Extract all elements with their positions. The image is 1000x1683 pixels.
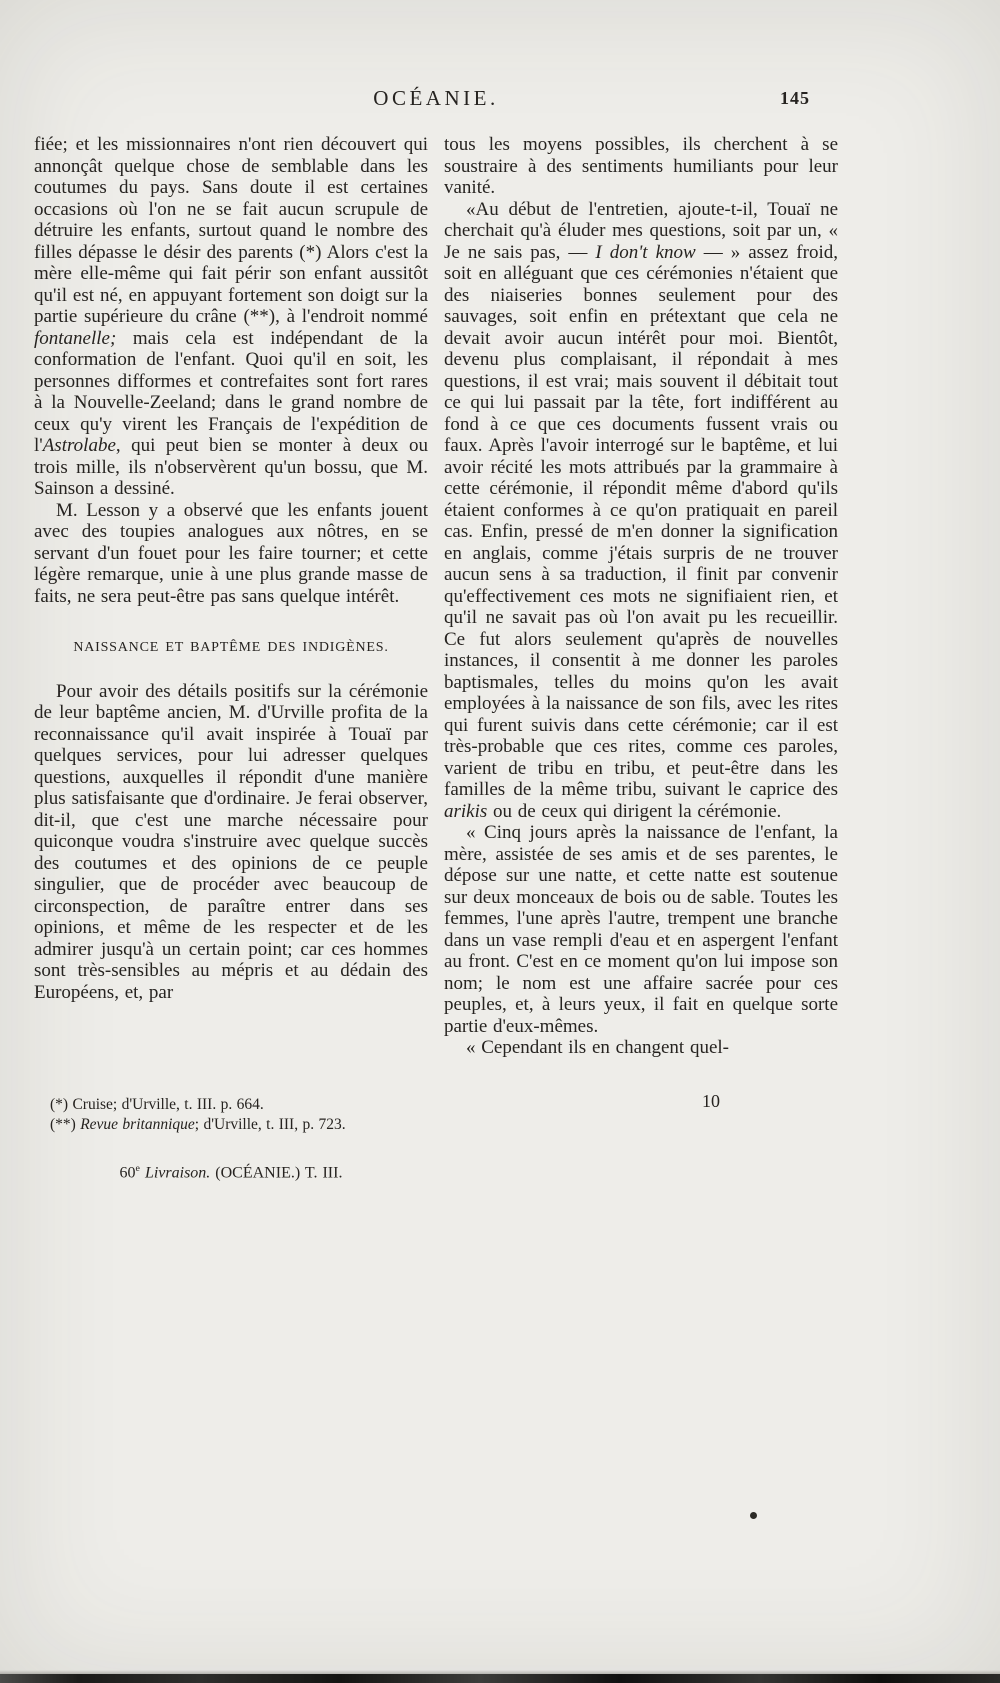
paragraph: Pour avoir des détails positifs sur la cérémonie de leur baptême ancien, M. d'Urville profita de la reconnaissance qu'il avait inspirée à Touaï par quelques services, pour lui adresser quelques questions, auxquelles il répondit d'une manière plus satisfaisante que d'ordinaire. Je ferai observer, dit-il, que c'est une marche nécessaire pour quiconque voudra s'instruire avec quelque succès des coutumes et des opinions de ce peuple singulier, que de procéder avec beaucoup de circonspection, de paraître entrer dans ses opinions, et même de les respecter et de les admirer jusqu'à un certain point; car ces hommes sont très-sensibles au mépris et au dédain des Européens, et, par <box>34 680 428 1003</box>
ink-speck <box>750 1512 757 1519</box>
page-header <box>0 0 1000 120</box>
paragraph: tous les moyens possibles, ils cherchent à se soustraire à des sentiments humiliants pour leur vanité. <box>444 134 838 198</box>
footnote: (**) Revue britannique; d'Urville, t. III, p. 723. <box>50 1115 346 1133</box>
left-column <box>34 134 428 1184</box>
running-title: OCÉANIE. <box>373 86 499 110</box>
text-columns <box>0 120 1000 1184</box>
page-number: 145 <box>780 88 810 108</box>
signature-line: 60e Livraison. (OCÉANIE.) T. III. <box>119 1163 343 1182</box>
sheet-number: 10 <box>702 1090 720 1111</box>
scan-edge-artifact <box>0 1674 1000 1683</box>
section-heading: NAISSANCE ET BAPTÊME DES INDIGÈNES. <box>73 640 389 655</box>
paragraph: « Cinq jours après la naissance de l'enfant, la mère, assistée de ses amis et de ses parentes, le dépose sur une natte, et cette natte est soutenue sur deux monceaux de bois ou de sable. Toutes les femmes, l'une après l'autre, trempent une branche dans un vase rempli d'eau et en aspergent l'enfant au front. C'est en ce moment qu'on lui impose son nom; le nom est une affaire sacrée pour ces peuples, et, à leurs yeux, il fait en quelque sorte partie d'eux-mêmes. <box>444 822 838 1037</box>
paragraph: fiée; et les missionnaires n'ont rien découvert qui annonçât quelque chose de semblable dans les coutumes du pays. Sans doute il est certaines occasions où l'on ne se fait aucun scrupule de détruire les enfants, surtout quand le nombre des filles dépasse le désir des parents (*) Alors c'est la mère elle-même qui fait périr son enfant aussitôt qu'il est né, en appuyant fortement son doigt sur la partie supérieure du crâne (**), à l'endroit nommé fontanelle; mais cela est indépendant de la conformation de l'enfant. Quoi qu'il en soit, les personnes difformes et contrefaites sont fort rares à la Nouvelle-Zeeland; dans le grand nombre de ceux qu'y virent les Français de l'expédition de l'Astrolabe, qui peut bien se monter à deux ou trois mille, ils n'observèrent qu'un bossu, que M. Sainson a dessiné. <box>34 134 428 499</box>
paragraph: M. Lesson y a observé que les enfants jouent avec des toupies analogues aux nôtres, en se servant d'un fouet pour les faire tourner; et cette légère remarque, unie à une plus grande masse de faits, ne sera peut-être pas sans quelque intérêt. <box>34 499 428 607</box>
paragraph: « Cependant ils en changent quel- <box>466 1037 730 1058</box>
right-column <box>444 134 838 1184</box>
paragraph: «Au début de l'entretien, ajoute-t-il, Touaï ne cherchait qu'à éluder mes questions, soit par un, « Je ne sais pas, — I don't know — » assez froid, soit en alléguant que ces cérémonies n'étaient que des niaiseries bonnes seulement pour des sauvages, soit enfin en prétextant que cela ne devait avoir aucun intérêt pour moi. Bientôt, devenu plus complaisant, il répondait à mes questions, il est vrai; mais souvent il débitait tout ce qui lui passait par la tête, fort indifférent au fond à ce que ces documents fussent vrais ou faux. Après l'avoir interrogé sur le baptême, et lui avoir récité les mots attribués par la grammaire à cette cérémonie, il répondit même d'abord qu'ils étaient conformes à ce qu'on pratiquait en pareil cas. Enfin, pressé de m'en donner la signification en anglais, comme j'étais surpris de ne trouver aucun sens à sa traduction, il finit par convenir qu'effectivement ces mots ne signifiaient rien, et qu'il ne savait pas où l'on avait pu les recueillir. Ce fut alors seulement qu'après de nouvelles instances, il consentit à me donner les paroles baptismales, telles du moins qu'on les avait employées à la naissance de son fils, avec les rites qui furent suivis dans cette cérémonie; car il est très-probable que ces rites, comme ces paroles, varient de tribu en tribu, et peut-être dans les familles de la même tribu, suivant le caprice des arikis ou de ceux qui dirigent la cérémonie. <box>444 198 838 822</box>
footnote: (*) Cruise; d'Urville, t. III. p. 664. <box>50 1096 264 1113</box>
